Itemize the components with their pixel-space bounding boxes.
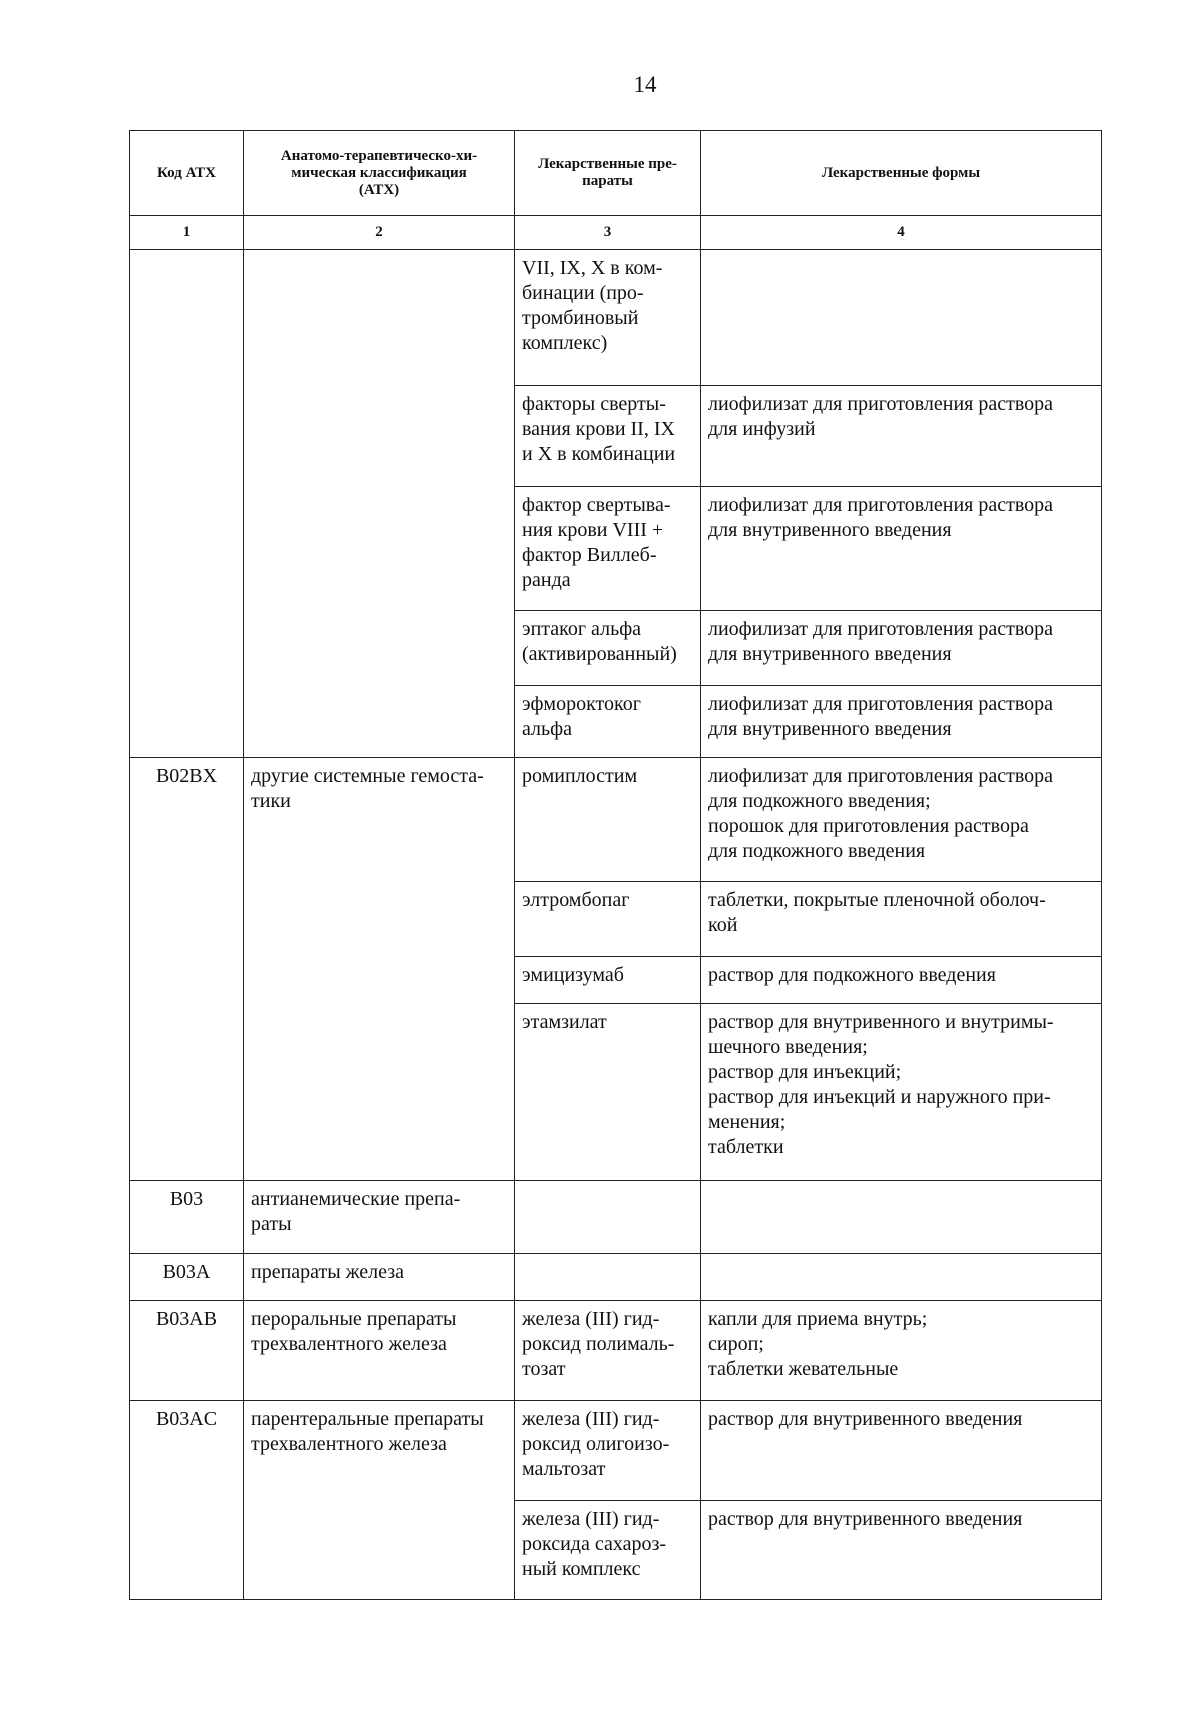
dosage-form-cell bbox=[701, 1254, 1102, 1301]
table-row bbox=[130, 1181, 1102, 1254]
drug-cell: эфмороктоког альфа bbox=[515, 686, 701, 758]
header-atx-code: Код АТХ bbox=[130, 131, 244, 216]
header-drugs: Лекарственные пре- параты bbox=[515, 131, 701, 216]
atx-code-cell: B02BX bbox=[130, 758, 244, 1181]
atx-class-cell bbox=[244, 250, 515, 758]
dosage-form-cell: капли для приема внутрь; сироп; таблетки жевательные bbox=[701, 1301, 1102, 1401]
dosage-form-cell bbox=[701, 1181, 1102, 1254]
drug-cell: железа (III) гид- роксид олигоизо- мальтозат bbox=[515, 1401, 701, 1501]
dosage-form-cell: лиофилизат для приготовления раствора для внутривенного введения bbox=[701, 686, 1102, 758]
column-number: 1 bbox=[130, 216, 244, 250]
atx-code-cell: B03AC bbox=[130, 1401, 244, 1600]
drug-cell: VII, IX, X в ком- бинации (про- тромбиновый комплекс) bbox=[515, 250, 701, 386]
dosage-form-cell: раствор для подкожного введения bbox=[701, 957, 1102, 1004]
table-row bbox=[130, 758, 1102, 882]
drug-cell: железа (III) гид- роксид полималь- тозат bbox=[515, 1301, 701, 1401]
atx-code-cell: B03 bbox=[130, 1181, 244, 1254]
dosage-form-cell: лиофилизат для приготовления раствора для подкожного введения; порошок для приготовления раствора для подкожного введения bbox=[701, 758, 1102, 882]
dosage-form-cell bbox=[701, 250, 1102, 386]
table-header-row bbox=[130, 131, 1102, 216]
drug-cell: фактор свертыва- ния крови VIII + фактор Виллеб- ранда bbox=[515, 487, 701, 611]
table-row bbox=[130, 1254, 1102, 1301]
drug-cell: эптаког альфа (активированный) bbox=[515, 611, 701, 686]
table-row bbox=[130, 1401, 1102, 1501]
page-number: 14 bbox=[633, 72, 657, 97]
drug-cell: эмицизумаб bbox=[515, 957, 701, 1004]
dosage-form-cell: раствор для внутривенного и внутримы- шечного введения; раствор для инъекций; раствор для инъекций и наружного при- менения; таблетки bbox=[701, 1004, 1102, 1181]
header-dosage-forms: Лекарственные формы bbox=[701, 131, 1102, 216]
drug-cell: этамзилат bbox=[515, 1004, 701, 1181]
drug-cell: факторы сверты- вания крови II, IX и X в комбинации bbox=[515, 386, 701, 487]
atx-class-cell: пероральные препараты трехвалентного железа bbox=[244, 1301, 515, 1401]
atx-code-cell: B03A bbox=[130, 1254, 244, 1301]
column-number: 3 bbox=[515, 216, 701, 250]
column-number: 2 bbox=[244, 216, 515, 250]
atx-table bbox=[129, 130, 1102, 1600]
atx-class-cell: препараты железа bbox=[244, 1254, 515, 1301]
column-number-row bbox=[130, 216, 1102, 250]
drug-cell bbox=[515, 1181, 701, 1254]
dosage-form-cell: лиофилизат для приготовления раствора для внутривенного введения bbox=[701, 487, 1102, 611]
atx-code-cell: B03AB bbox=[130, 1301, 244, 1401]
drug-cell: элтромбопаг bbox=[515, 882, 701, 957]
atx-class-cell: парентеральные препараты трехвалентного железа bbox=[244, 1401, 515, 1600]
dosage-form-cell: таблетки, покрытые пленочной оболоч- кой bbox=[701, 882, 1102, 957]
drug-cell: железа (III) гид- роксида сахароз- ный комплекс bbox=[515, 1501, 701, 1600]
dosage-form-cell: лиофилизат для приготовления раствора для инфузий bbox=[701, 386, 1102, 487]
dosage-form-cell: раствор для внутривенного введения bbox=[701, 1501, 1102, 1600]
drug-cell bbox=[515, 1254, 701, 1301]
table-row bbox=[130, 1301, 1102, 1401]
header-atx-classification: Анатомо-терапевтическо-хи- мическая классификация (АТХ) bbox=[244, 131, 515, 216]
atx-class-cell: антианемические препа- раты bbox=[244, 1181, 515, 1254]
atx-class-cell: другие системные гемоста- тики bbox=[244, 758, 515, 1181]
dosage-form-cell: раствор для внутривенного введения bbox=[701, 1401, 1102, 1501]
table-row bbox=[130, 250, 1102, 386]
dosage-form-cell: лиофилизат для приготовления раствора для внутривенного введения bbox=[701, 611, 1102, 686]
drug-cell: ромиплостим bbox=[515, 758, 701, 882]
column-number: 4 bbox=[701, 216, 1102, 250]
atx-code-cell bbox=[130, 250, 244, 758]
